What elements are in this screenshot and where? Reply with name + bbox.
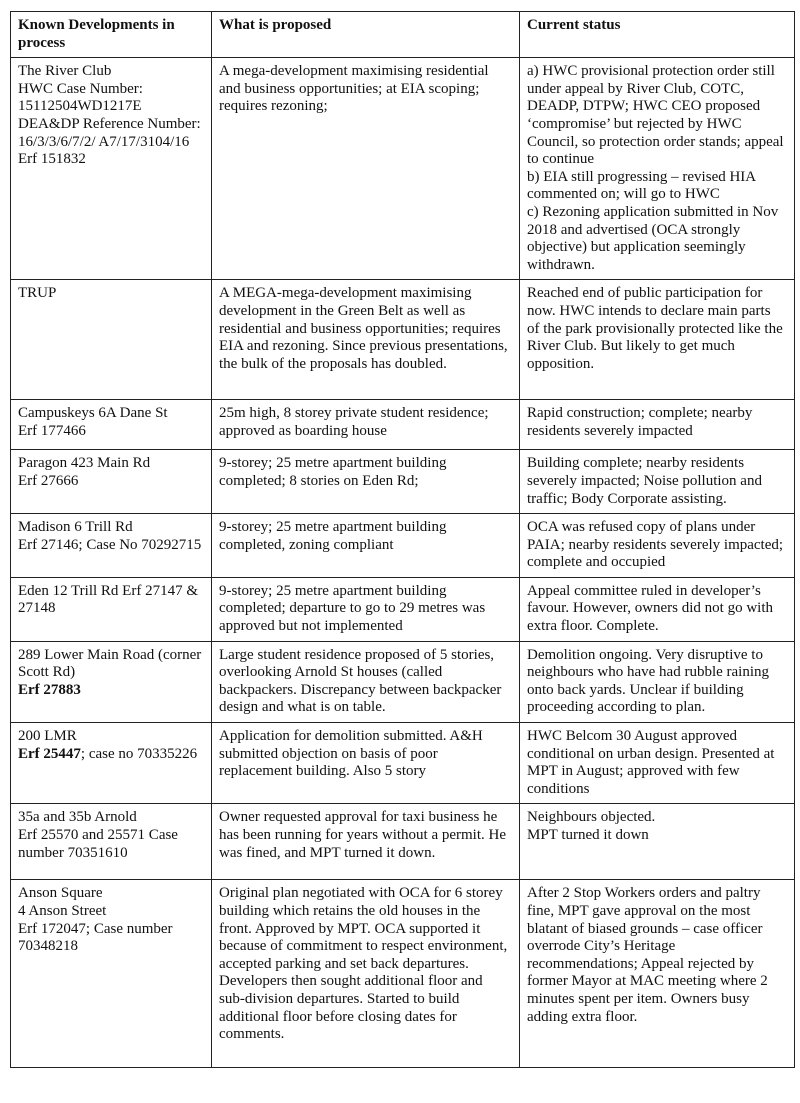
proposed-text: Application for demolition submitted. A&H submitted objection on basis of poor replacement building. Also 5 story: [219, 728, 487, 780]
development-line: [18, 746, 203, 764]
cell-proposed: [212, 280, 520, 400]
cell-proposed: [212, 577, 520, 641]
table-row: [11, 723, 795, 804]
development-line: [18, 405, 203, 423]
table-row: [11, 400, 795, 450]
cell-development: [11, 723, 212, 804]
table-row: [11, 514, 795, 578]
table-body: [11, 58, 795, 1068]
proposed-text: 9-storey; 25 metre apartment building completed; 8 stories on Eden Rd;: [219, 455, 451, 489]
header-known-developments: Known Developments in process: [11, 12, 212, 58]
development-text: HWC Case Number: 15112504WD1217E: [18, 80, 147, 115]
status-text: Neighbours objected.: [527, 809, 656, 826]
cell-proposed: [212, 723, 520, 804]
development-line: [18, 473, 203, 491]
cell-development: [11, 514, 212, 578]
development-line: [18, 583, 203, 618]
header-current-status: Current status: [520, 12, 795, 58]
cell-development: [11, 804, 212, 880]
status-text: Reached end of public participation for now. HWC intends to declare main parts of the park provisionally protected like the River Club. But likely to get much opposition.: [527, 285, 787, 372]
cell-development: [11, 577, 212, 641]
development-line: [18, 423, 203, 441]
cell-development: [11, 400, 212, 450]
proposed-text: Original plan negotiated with OCA for 6 storey building which retains the old houses in the front. Approved by MPT. OCA supported it because of commitment to respect environment, accepted parking and set back departures. Developers then sought additional floor and sub-division departures. Started to build additional floor before closing dates for comments.: [219, 885, 511, 1043]
development-text: 35a and 35b Arnold: [18, 809, 137, 826]
cell-development: [11, 450, 212, 514]
development-suffix: ; case no 70335226: [80, 745, 198, 762]
table-row: [11, 641, 795, 722]
development-line: [18, 728, 203, 746]
header-what-is-proposed: What is proposed: [212, 12, 520, 58]
status-text: MPT turned it down: [527, 827, 649, 843]
table-row: [11, 880, 795, 1068]
cell-development: [11, 880, 212, 1068]
cell-status: [520, 723, 795, 804]
development-text: Madison 6 Trill Rd: [18, 519, 133, 536]
cell-proposed: [212, 514, 520, 578]
cell-development: [11, 58, 212, 280]
proposed-text: A mega-development maximising residential and business opportunities; at EIA scoping; requires rezoning;: [219, 63, 493, 115]
status-text: HWC Belcom 30 August approved conditional on urban design. Presented at MPT in August; approved with few conditions: [527, 728, 779, 797]
development-text: Erf 172047; Case number 70348218: [18, 920, 177, 955]
development-text: Erf 27146; Case No 70292715: [18, 536, 202, 553]
cell-status: [520, 280, 795, 400]
cell-proposed: [212, 880, 520, 1068]
developments-table: [10, 11, 795, 1068]
cell-development: [11, 280, 212, 400]
cell-proposed: [212, 58, 520, 280]
development-text: TRUP: [18, 285, 57, 302]
development-text: Anson Square: [18, 885, 103, 902]
development-text: DEA&DP Reference Number: 16/3/3/6/7/2/ A7/17/3104/16: [18, 115, 205, 150]
development-line: [18, 151, 203, 169]
cell-proposed: [212, 450, 520, 514]
development-line: [18, 827, 203, 862]
development-line: [18, 285, 203, 303]
proposed-text: 9-storey; 25 metre apartment building completed, zoning compliant: [219, 519, 451, 553]
development-line: [18, 81, 203, 116]
development-text: 4 Anson Street: [18, 903, 107, 919]
proposed-text: Large student residence proposed of 5 stories, overlooking Arnold St houses (called backpackers. Discrepancy between backpacker design and what is on table.: [219, 646, 506, 716]
cell-status: [520, 880, 795, 1068]
status-text: Demolition ongoing. Very disruptive to neighbours who have had rubble raining onto back yards. Unclear if building proceeding according to plan.: [527, 646, 773, 716]
cell-proposed: [212, 641, 520, 722]
table-row: [11, 450, 795, 514]
header-row: [11, 12, 795, 58]
status-text: Appeal committee ruled in developer’s favour. However, owners did not go with extra floor. Complete.: [527, 582, 777, 635]
development-line: [18, 116, 203, 151]
development-line: [18, 455, 203, 473]
development-line: [18, 885, 203, 903]
development-text: Paragon 423 Main Rd: [18, 455, 151, 472]
cell-status: [520, 577, 795, 641]
development-text: Erf 151832: [18, 151, 86, 168]
table-row: [11, 804, 795, 880]
cell-status: [520, 804, 795, 880]
development-line: [18, 682, 203, 700]
cell-status: [520, 514, 795, 578]
cell-status: [520, 450, 795, 514]
proposed-text: 9-storey; 25 metre apartment building completed; departure to go to 29 metres was approved but not implemented: [219, 582, 489, 635]
development-text: Campuskeys 6A Dane St: [18, 405, 168, 422]
development-text: Erf 25570 and 25571 Case number 70351610: [18, 827, 182, 861]
proposed-text: A MEGA-mega-development maximising development in the Green Belt as well as residential and business opportunities; requires EIA and rezoning. Since previous presentations, the bulk of the proposals has doubled.: [219, 285, 512, 372]
status-text: b) EIA still progressing – revised HIA commented on; will go to HWC: [527, 168, 760, 203]
development-line: [18, 63, 203, 81]
table-row: [11, 58, 795, 280]
development-line: [18, 646, 206, 682]
cell-development: [11, 641, 212, 722]
development-text: The River Club: [18, 63, 112, 80]
cell-status: [520, 58, 795, 280]
status-text: Rapid construction; complete; nearby residents severely impacted: [527, 405, 757, 439]
erf-number-bold: Erf 25447: [18, 745, 81, 762]
cell-status: [520, 641, 795, 722]
development-text: Eden 12 Trill Rd Erf 27147 & 27148: [18, 582, 202, 617]
cell-proposed: [212, 400, 520, 450]
proposed-text: Owner requested approval for taxi business he has been running for years without a permit. He was fined, and MPT turned it down.: [219, 809, 510, 861]
development-text: 289 Lower Main Road (corner Scott Rd): [18, 646, 206, 681]
development-text: Erf 27666: [18, 472, 79, 489]
table-row: [11, 280, 795, 400]
development-text: Erf 177466: [18, 422, 86, 439]
cell-proposed: [212, 804, 520, 880]
status-text: OCA was refused copy of plans under PAIA; nearby residents severely impacted; complete and occupied: [527, 519, 787, 571]
table-row: [11, 577, 795, 641]
development-line: [18, 809, 203, 827]
status-text: After 2 Stop Workers orders and paltry fine, MPT gave approval on the most blatant of biased grounds – case officer overrode City’s Heritage recommendations; Appeal rejected by former Mayor at MAC meeting where 2 minutes spent per item. Owners busy adding extra floor.: [527, 885, 772, 1025]
cell-status: [520, 400, 795, 450]
status-text: c) Rezoning application submitted in Nov 2018 and advertised (OCA strongly objective) but application seemingly withdrawn.: [527, 203, 782, 273]
status-text: a) HWC provisional protection order still under appeal by River Club, COTC, DEADP, DTPW; HWC CEO proposed ‘compromise’ but rejected by HWC Council, so protection order stands; appeal to continue: [527, 63, 788, 168]
erf-number-bold: Erf 27883: [18, 681, 81, 698]
development-line: [18, 903, 203, 921]
development-line: [18, 921, 203, 956]
development-text: 200 LMR: [18, 728, 77, 745]
development-line: [18, 537, 203, 555]
development-line: [18, 519, 203, 537]
status-text: Building complete; nearby residents severely impacted; Noise pollution and traffic; Body Corporate assisting.: [527, 455, 766, 507]
proposed-text: 25m high, 8 storey private student residence; approved as boarding house: [219, 405, 493, 439]
